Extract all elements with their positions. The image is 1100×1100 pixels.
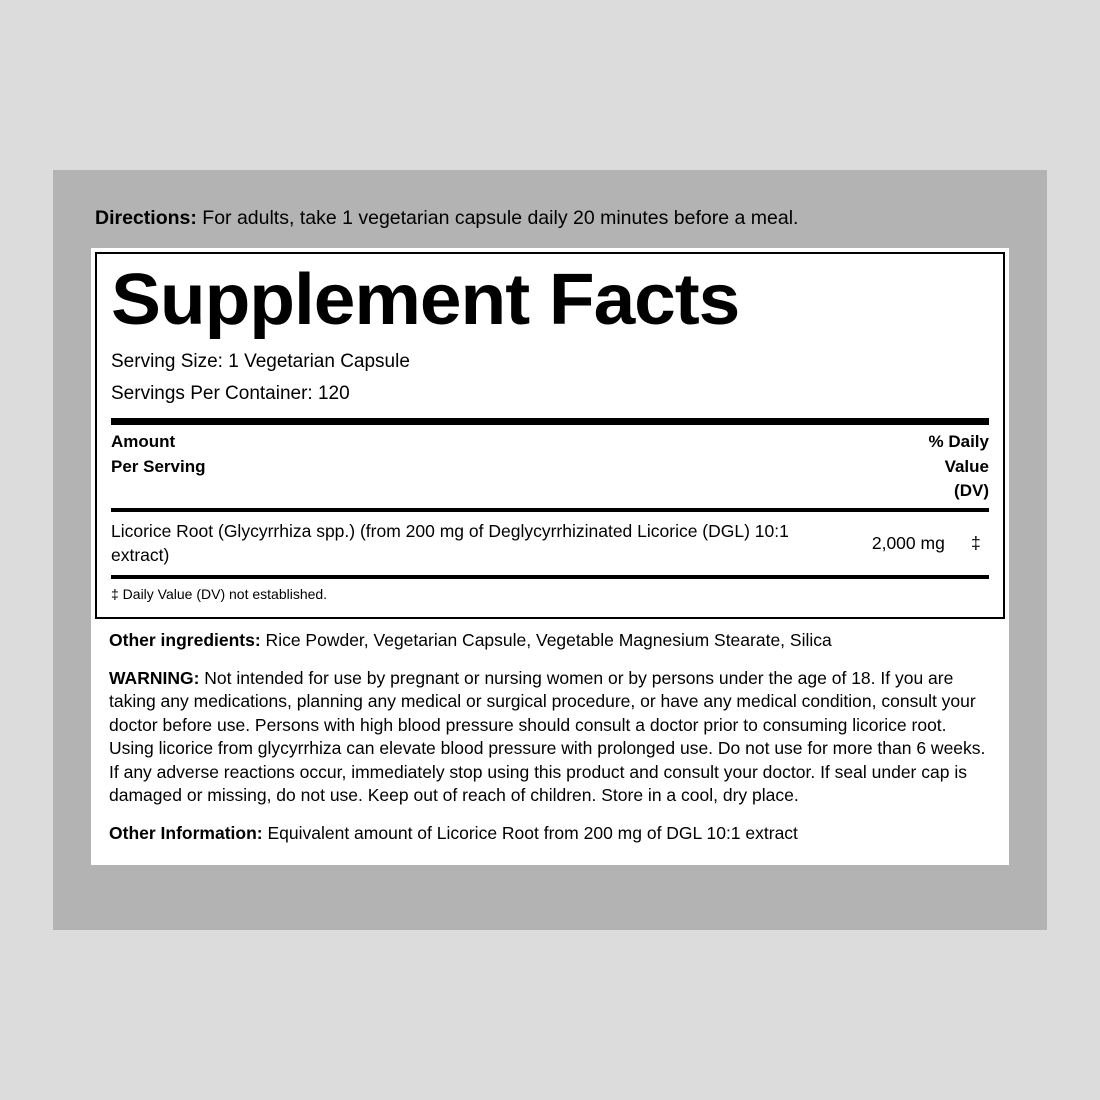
label-card (91, 248, 1009, 865)
directions-label: Directions: (95, 207, 197, 229)
dv-header-line1: % Daily (928, 432, 989, 452)
column-headers (111, 425, 989, 508)
label-body-text (91, 619, 1009, 865)
servings-per-container: Servings Per Container: 120 (111, 383, 350, 405)
other-information-paragraph (109, 822, 995, 845)
other-ingredients-text: Rice Powder, Vegetarian Capsule, Vegetable Magnesium Stearate, Silica (260, 630, 832, 651)
other-ingredients-label: Other ingredients: (109, 630, 261, 651)
directions-text: For adults, take 1 vegetarian capsule daily 20 minutes before a meal. (196, 207, 799, 229)
warning-label: WARNING: (109, 667, 200, 688)
other-information-text: Equivalent amount of Licorice Root from 200 mg of DGL 10:1 extract (262, 822, 798, 843)
dv-header-line3: (DV) (954, 481, 989, 501)
other-information-label: Other Information: (109, 822, 263, 843)
amount-header-line1: Amount (111, 432, 176, 452)
ingredient-name: Licorice Root (Glycyrrhiza spp.) (from 200 mg of Deglycyrrhizinated Licorice (DGL) 10:1 extract) (111, 521, 789, 566)
table-row (111, 512, 989, 575)
serving-size: Serving Size: 1 Vegetarian Capsule (111, 350, 410, 372)
other-ingredients-paragraph (109, 629, 995, 652)
dv-header-line2: Value (944, 456, 989, 476)
daily-value-footnote: ‡ Daily Value (DV) not established. (111, 586, 328, 603)
divider-thick-top (111, 418, 989, 425)
supplement-facts-box (95, 252, 1005, 619)
ingredient-daily-value: ‡ (971, 533, 981, 554)
warning-paragraph (109, 667, 995, 808)
warning-text: Not intended for use by pregnant or nursing women or by persons under the age of 18. If you are taking any medications, planning any medical or surgical procedure, or have any medical condition, consult your doctor before use. Persons with high blood pressure should consult a doctor prior to consuming licorice root. Using licorice from glycyrrhiza can elevate blood pressure with prolonged use. Do not use for more than 6 weeks. If any adverse reactions occur, immediately stop using this product and consult your doctor. If seal under cap is damaged or missing, do not use. Keep out of reach of children. Store in a cool, dry place. (109, 667, 986, 806)
amount-header-line2: Per Serving (111, 456, 206, 476)
directions-line (95, 206, 1017, 231)
amount-per-serving-header (111, 430, 206, 479)
supplement-label-panel (53, 170, 1047, 930)
ingredient-amount: 2,000 mg (871, 533, 945, 554)
supplement-facts-title: Supplement Facts (111, 260, 740, 340)
daily-value-header (929, 430, 989, 504)
